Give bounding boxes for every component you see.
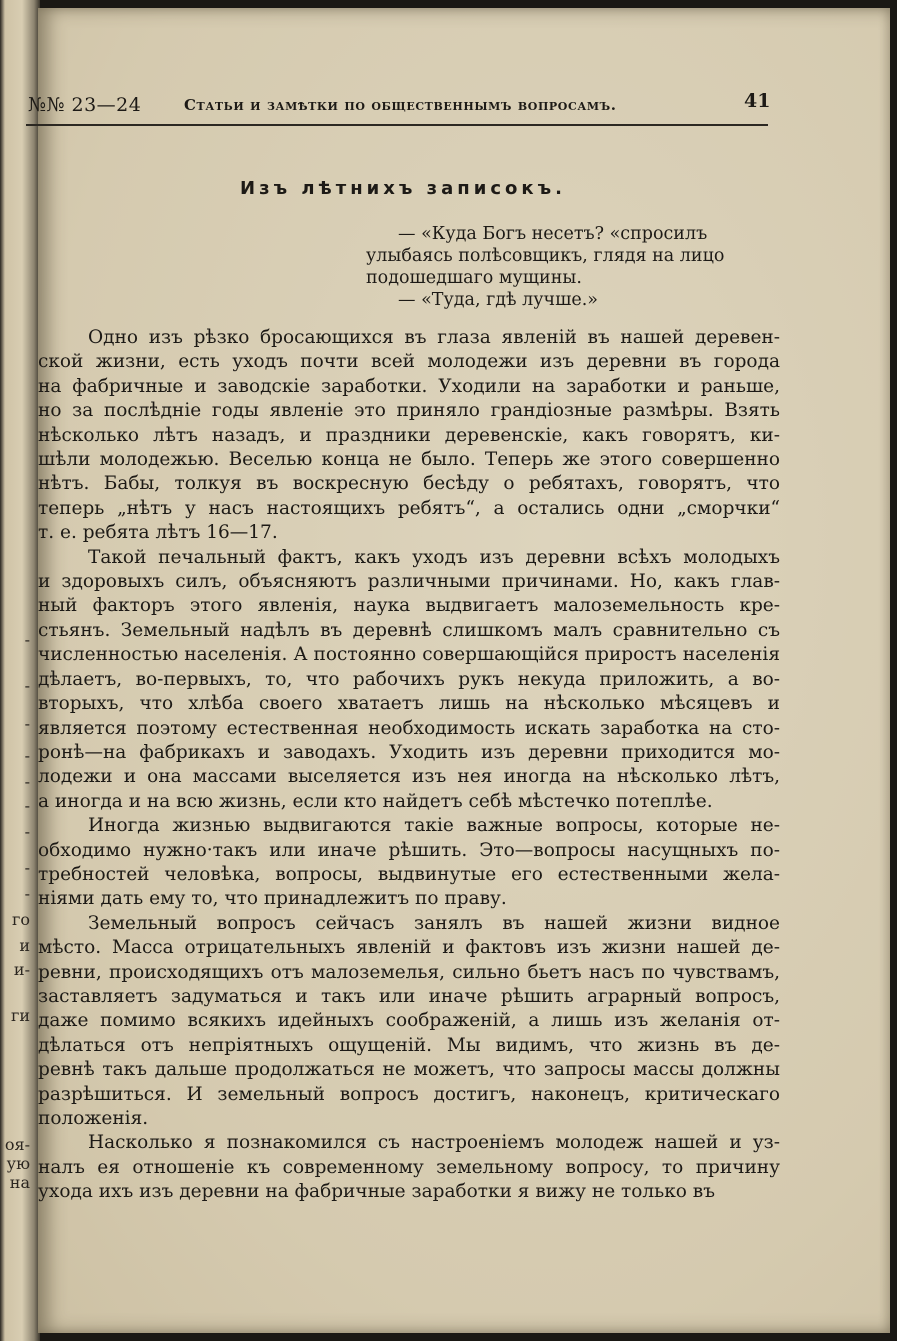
fragment: -	[24, 796, 30, 815]
fragment: -	[24, 884, 30, 903]
fragment: оя-	[4, 1135, 30, 1154]
text-line: Иногда жизнью выдвигаются такіе важные вопросы, которые не-	[88, 815, 780, 837]
text-line: требностей человѣка, вопросы, выдвинутые его естественными жела-	[38, 863, 780, 885]
text-line: лодежи и она массами выселяется изъ нея иногда на нѣсколько лѣтъ,	[38, 766, 780, 788]
fragment: -	[24, 772, 30, 791]
article-title: Изъ лѣтнихъ записокъ.	[240, 178, 566, 199]
text-line: дѣлаться отъ непріятныхъ ощущеній. Мы видимъ, что жизнь въ де-	[38, 1034, 780, 1056]
text-line: мѣсто. Масса отрицательныхъ явленій и фактовъ изъ жизни нашей де-	[38, 937, 780, 959]
text-line: является поэтому естественная необходимость искать заработка на сто-	[38, 717, 780, 739]
text-line: ный факторъ этого явленія, наука выдвигаетъ малоземельность кре-	[38, 595, 780, 617]
text-line: и здоровыхъ силъ, объясняютъ различными причинами. Но, какъ глав-	[38, 571, 780, 593]
text-line: ревнѣ такъ дальше продолжаться не можетъ, что запросы массы должны	[38, 1059, 780, 1081]
text-line: Земельный вопросъ сейчасъ занялъ въ нашей жизни видное	[88, 912, 780, 934]
text-line: нѣсколько лѣтъ назадъ, и праздники деревенскіе, какъ говорятъ, ки-	[38, 424, 780, 446]
section-title: Статьи и замѣтки по общественнымъ вопросамъ.	[184, 96, 617, 114]
fragment: и-	[13, 960, 30, 979]
article-body	[38, 326, 780, 1205]
text-line: заставляетъ задуматься и такъ или иначе рѣшить аграрный вопросъ,	[38, 985, 780, 1007]
fragment: ги	[10, 1006, 30, 1025]
text-line: шѣли молодежью. Веселью конца не было. Теперь же этого совершенно	[38, 449, 780, 471]
text-line: ской жизни, есть уходъ почти всей молодежи изъ деревни въ города	[38, 351, 780, 373]
text-line: Одно изъ рѣзко бросающихся въ глаза явленій въ нашей деревен-	[88, 327, 780, 348]
text-line: ронѣ—на фабрикахъ и заводахъ. Уходить изъ деревни приходится мо-	[38, 741, 780, 763]
epigraph-line: — «Туда, гдѣ лучше.»	[398, 290, 599, 310]
fragment: на	[9, 1173, 30, 1192]
fragment: -	[24, 858, 30, 877]
fragment: -	[24, 746, 30, 765]
text-line: дѣлаетъ, во-первыхъ, то, что рабочихъ рукъ некуда приложить, а во-	[38, 668, 780, 690]
fragment: -	[24, 714, 30, 733]
text-line: положенія.	[38, 1108, 149, 1129]
fragment: и	[19, 936, 30, 955]
epigraph-line: — «Куда Богъ несетъ? «спросилъ	[398, 224, 708, 244]
text-line: ніями дать ему то, что принадлежитъ по праву.	[38, 888, 507, 910]
text-line: разрѣшиться. И земельный вопросъ достигъ, наконецъ, критическаго	[38, 1083, 780, 1105]
fragment: -	[24, 822, 30, 841]
text-line: теперь „нѣтъ у насъ настоящихъ ребятъ“, а остались одни „сморчки“	[38, 497, 780, 519]
text-line: даже помимо всякихъ идейныхъ соображеній, а лишь изъ желанія от-	[38, 1010, 780, 1032]
text-line: а иногда и на всю жизнь, если кто найдетъ себѣ мѣстечко потеплѣе.	[38, 790, 713, 812]
epigraph-line: подошедшаго мущины.	[366, 268, 582, 288]
text-line: Такой печальный фактъ, какъ уходъ изъ деревни всѣхъ молодыхъ	[88, 546, 780, 568]
epigraph-line: улыбаясь полѣсовщикъ, глядя на лицо	[366, 246, 725, 266]
issue-number: №№ 23—24	[28, 94, 142, 116]
running-header	[28, 90, 771, 124]
text-line: вторыхъ, что хлѣба своего хватаетъ лишь на нѣсколько мѣсяцевъ и	[38, 693, 780, 715]
text-line: обходимо нужно·такъ или иначе рѣшить. Это—вопросы насущныхъ по-	[38, 839, 780, 861]
text-line: стьянъ. Земельный надѣлъ въ деревнѣ слишкомъ малъ сравнительно съ	[38, 619, 780, 641]
book-page	[28, 8, 890, 1333]
fragment: -	[24, 676, 30, 695]
text-line: налъ ея отношеніе къ современному земельному вопросу, то причину	[38, 1156, 780, 1178]
page-number: 41	[744, 90, 771, 112]
text-line: на фабричные и заводскіе заработки. Уходили на заработки и раньше,	[38, 375, 780, 397]
text-line: ревни, происходящихъ отъ малоземелья, сильно бьетъ насъ по чувствамъ,	[38, 961, 780, 983]
left-page-fragments	[0, 0, 34, 1341]
text-line: т. е. ребята лѣтъ 16—17.	[38, 522, 278, 544]
header-rule	[26, 124, 768, 126]
text-line: Насколько я познакомился съ настроеніемъ молодеж нашей и уз-	[88, 1132, 780, 1154]
text-line: ухода ихъ изъ деревни на фабричные заработки я вижу не только въ	[38, 1181, 715, 1203]
fragment: -	[24, 630, 30, 649]
epigraph	[366, 223, 766, 311]
fragment: го	[11, 910, 30, 929]
text-line: но за послѣдніе годы явленіе это приняло грандіозные размѣры. Взять	[38, 400, 780, 422]
text-line: нѣтъ. Бабы, толкуя въ воскресную бесѣду о ребятахъ, говорятъ, что	[38, 473, 780, 495]
text-line: численностью населенія. А постоянно совершающійся приростъ населенія	[38, 644, 780, 666]
fragment: ую	[6, 1154, 30, 1173]
